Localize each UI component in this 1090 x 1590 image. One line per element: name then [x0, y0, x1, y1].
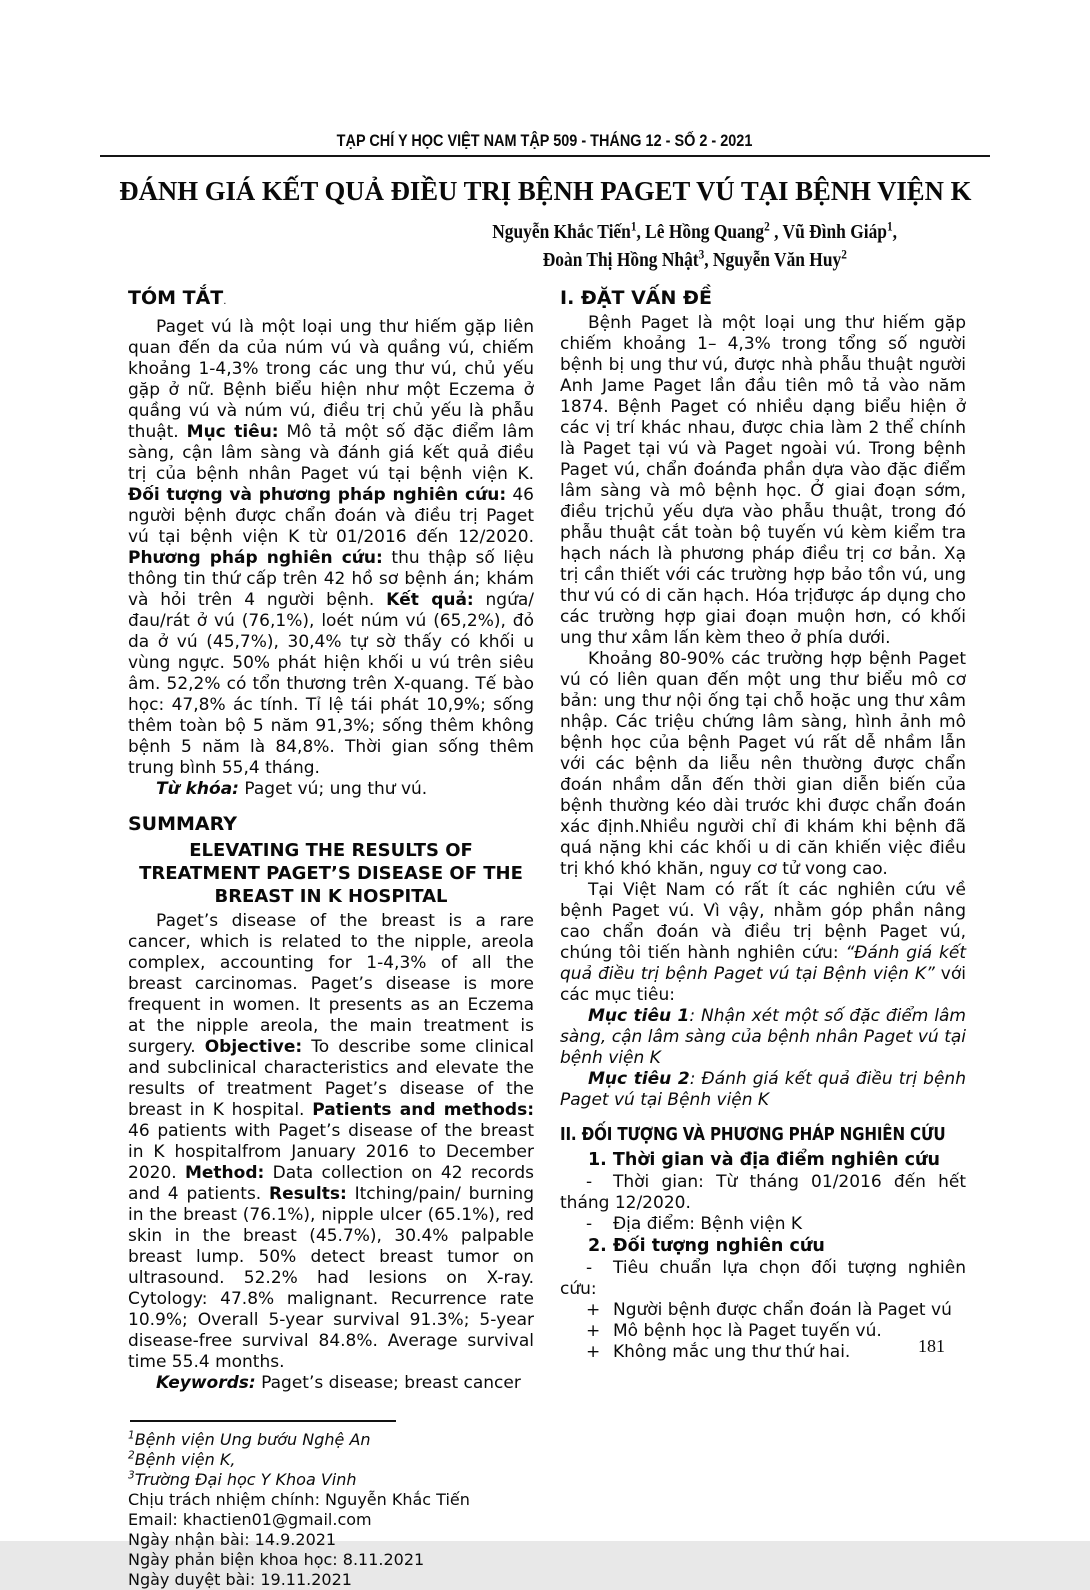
text-run: Paget vú; ung thư vú.: [238, 779, 428, 799]
text-run: Mô bệnh học là Paget tuyến vú.: [613, 1321, 882, 1341]
text-run: Mục tiêu:: [186, 422, 279, 442]
text-run: Itching/pain/ burning in the breast (76.1%), nipple ulcer (65.1%), red skin in the breast (45.7%), 30.4% palpable breast lump. 50% detect breast tumor on ultrasound. 52.2% had lesions on X-ray. Cytology: 47.8% malignant. Recurrence rate 10.9%; Overall 5-year survival 91.3%; 5-year disease-free survival 84.8%. Average survival time 55.4 months.: [128, 1184, 534, 1372]
text-run: : Nhận xét một số đặc điểm lâm sàng, cận lâm sàng của bệnh nhân Paget vú tại bệnh viện K: [560, 1006, 966, 1068]
header-rule: [100, 155, 990, 157]
text-run: , Vũ Đình Giáp: [770, 221, 888, 243]
text-run: , Lê Hồng Quang: [636, 221, 765, 243]
text-run: ,: [893, 221, 898, 243]
text-run: Phương pháp nghiên cứu:: [128, 548, 383, 568]
text-run: 1. Thời gian và địa điểm nghiên cứu: [588, 1150, 940, 1170]
text-run: Mục tiêu 1: [588, 1006, 690, 1026]
list-marker: +: [586, 1342, 601, 1362]
criteria-plus-2: [560, 1321, 966, 1342]
text-run: với các mục tiêu:: [560, 964, 966, 1005]
list-marker: +: [586, 1300, 601, 1320]
text-run: Chịu trách nhiệm chính: Nguyễn Khắc Tiến: [128, 1490, 470, 1509]
text-run: Objective:: [204, 1037, 303, 1057]
summary-heading: [128, 812, 534, 836]
text-run: ngứa/đau/rát ở vú (76,1%), loét núm vú (65,2%), đỏ da ở vú (45,7%), 30,4% tự sờ thấy có khối u vùng ngực. 50% phát hiện khối u vú trên siêu âm. 52,2% có tổn thương trên X-quang. Tế bào học: 47,8% ác tính. Tỉ lệ tái phát 10,9%; sống thêm toàn bộ 5 năm 91,3%; sống thêm không bệnh 5 năm là 84,8%. Thời gian sống thêm trung bình 55,4 tháng.: [128, 590, 534, 778]
text-run: Đối tượng và phương pháp nghiên cứu:: [128, 485, 507, 505]
text-run: Bệnh viện K,: [134, 1450, 236, 1469]
text-run: Tiêu chuẩn lựa chọn đối tượng nghiên cứu:: [560, 1258, 966, 1299]
intro-p1: [560, 313, 966, 649]
objective-2: [560, 1069, 966, 1111]
text-run: 1: [631, 218, 637, 234]
section-1-heading: [560, 286, 966, 310]
text-run: Địa điểm: Bệnh viện K: [613, 1214, 803, 1234]
text-run: Từ khóa:: [156, 779, 239, 799]
list-marker: -: [586, 1258, 593, 1278]
page-number: 181: [918, 1336, 945, 1356]
subsection-1-heading: [560, 1150, 966, 1171]
text-run: Bệnh Paget là một loại ung thư hiếm gặp chiếm khoảng 1– 4,3% trong tổng số người bệnh bị ung thư vú, được nhà phẫu thuật người Anh Jame Paget lần đầu tiên mô tả vào năm 1874. Bệnh Paget có nhiều dạng biểu hiện ở các vị trí khác nhau, được chia làm 2 thể chính là Paget tại vú và Paget ngoài vú. Trong bệnh Paget vú, chẩn đoánđa phần dựa vào đặc điểm lâm sàng và mô bệnh học. Ở giai đoạn sớm, điều trịchủ yếu dựa vào phẫu thuật, trong đó phẫu thuật cắt toàn bộ tuyến vú kèm kiểm tra hạch nách là phương pháp điều trị cơ bản. Xạ trị cần thiết với các trường hợp bảo tồn vú, ung thư vú có di căn hạch. Hóa trịđược áp dụng cho các trường hợp giai đoạn muộn hơn, có khối ung thư xâm lấn kèm theo ở phía dưới.: [560, 313, 966, 648]
text-run: Trường Đại học Y Khoa Vinh: [134, 1470, 357, 1489]
left-column: [128, 286, 534, 1590]
text-run: Ngày duyệt bài: 19.11.2021: [128, 1570, 352, 1589]
text-run: 3: [128, 1469, 135, 1482]
criteria-plus-1: [560, 1300, 966, 1321]
reviewed-date: [128, 1550, 534, 1570]
text-run: Kết quả:: [386, 590, 474, 610]
subsection-2-heading: [560, 1236, 966, 1257]
text-run: 46 người bệnh được chẩn đoán và điều trị Paget vú tại bệnh viện K từ 01/2016 đến 12/2020.: [128, 485, 534, 547]
corresponding-author: [128, 1490, 534, 1510]
received-date: [128, 1530, 534, 1550]
text-run: , Nguyễn Văn Huy: [704, 249, 842, 271]
left-column-blocks: [128, 286, 534, 1394]
text-run: II. ĐỐI TƯỢNG VÀ PHƯƠNG PHÁP NGHIÊN CỨU: [560, 1124, 946, 1145]
text-run: 46 patients with Paget’s disease of the breast in K hospitalfrom January 2016 to December 2020.: [128, 1121, 534, 1183]
list-marker: -: [586, 1214, 593, 1234]
text-run: Người bệnh được chẩn đoán là Paget vú: [613, 1300, 952, 1320]
text-run: Paget’s disease of the breast is a rare cancer, which is related to the nipple, areola complex, accounting for 1-4,3% of all the breast carcinomas. Paget’s disease is more frequent in women. It presents as an Eczema at the nipple areola, the main treatment is surgery.: [128, 911, 534, 1057]
right-column-blocks: [560, 286, 966, 1363]
author-line-1: [400, 218, 990, 246]
text-run: .: [223, 296, 227, 307]
text-run: thu thập số liệu thông tin thứ cấp trên 42 hồ sơ bệnh án; khám và hỏi trên 4 người bệnh.: [128, 548, 534, 610]
intro-p2: [560, 649, 966, 880]
text-run: Email: khactien01@gmail.com: [128, 1510, 372, 1529]
author-line-2: [400, 246, 990, 274]
text-run: SUMMARY: [128, 813, 237, 835]
list-marker: -: [586, 1172, 593, 1192]
affiliation-2: [128, 1450, 534, 1470]
text-run: 2: [128, 1449, 135, 1462]
text-run: ELEVATING THE RESULTS OF TREATMENT PAGET’S DISEASE OF THE BREAST IN K HOSPITAL: [139, 840, 523, 907]
place-item: [560, 1214, 966, 1235]
text-run: Data collection on 42 records and 4 patients.: [128, 1163, 534, 1204]
text-run: Khoảng 80-90% các trường hợp bệnh Paget vú có liên quan đến một ung thư biểu mô cơ bản: ung thư nội ống tại chỗ hoặc ung thư xâm nhập. Các triệu chứng lâm sàng, hình ảnh mô bệnh học của bệnh Paget vú rất dễ nhầm lẫn với các bệnh da liễu nên thường được chẩn đoán nhầm dẫn đến thời gian diễn biến của bệnh thường kéo dài trước khi được chẩn đoán xác định.Nhiều người chỉ đi khám khi bệnh đã quá nặng khi các khối u di căn khiến việc điều trị khó khó khăn, nguy cơ tử vong cao.: [560, 649, 966, 879]
text-run: To describe some clinical and subclinical characteristics and elevate the results of treatment Paget’s disease of the breast in K hospital.: [128, 1037, 535, 1120]
text-run: Thời gian: Từ tháng 01/2016 đến hết tháng 12/2020.: [560, 1172, 966, 1213]
affiliation-1: [128, 1430, 534, 1450]
text-run: Paget vú là một loại ung thư hiếm gặp liên quan đến da của núm vú và quầng vú, chiếm khoảng 1-4,3% trong các ung thư vú, chủ yếu gặp ở nữ. Bệnh biểu hiện như một Eczema ở quầng vú và núm vú, điều trị chủ yếu là phẫu thuật.: [128, 317, 534, 442]
text-run: TÓM TẮT: [128, 287, 224, 309]
criteria-plus-3: [560, 1342, 966, 1363]
text-run: Ngày nhận bài: 14.9.2021: [128, 1530, 337, 1549]
text-run: Mục tiêu 2: [588, 1069, 690, 1089]
section-2-heading: [560, 1123, 946, 1147]
text-run: 2: [841, 246, 848, 262]
text-run: Method:: [184, 1163, 265, 1183]
text-run: 2: [764, 218, 771, 234]
journal-header-text: TẠP CHÍ Y HỌC VIỆT NAM TẬP 509 - THÁNG 12 - SỐ 2 - 2021: [337, 131, 753, 150]
article-title: [100, 176, 990, 206]
affiliation-3: [128, 1470, 534, 1490]
text-run: “Đánh giá kết quả điều trị bệnh Paget vú tại Bệnh viện K”: [560, 943, 966, 984]
accepted-date: [128, 1570, 534, 1590]
text-run: Tại Việt Nam có rất ít các nghiên cứu về bệnh Paget vú. Vì vậy, nhằm góp phần nâng cao chẩn đoán và điều trị bệnh Paget vú, chúng tôi tiến hành nghiên cứu:: [560, 880, 966, 963]
text-run: 2. Đối tượng nghiên cứu: [588, 1236, 825, 1256]
text-run: Keywords:: [156, 1373, 256, 1393]
right-column: [560, 286, 966, 1363]
footnote-separator: [130, 1420, 396, 1422]
text-run: Patients and methods:: [312, 1100, 534, 1120]
keywords-en: [128, 1373, 534, 1394]
journal-header: [100, 131, 990, 151]
objective-1: [560, 1006, 966, 1069]
abstract-en: [128, 911, 534, 1373]
text-run: I. ĐẶT VẤN ĐỀ: [560, 287, 712, 309]
abstract-vi: [128, 317, 534, 779]
article-title-text: ĐÁNH GIÁ KẾT QUẢ ĐIỀU TRỊ BỆNH PAGET VÚ TẠI BỆNH VIỆN K: [118, 176, 972, 206]
text-run: Không mắc ung thư thứ hai.: [613, 1342, 851, 1362]
keywords-vi: [128, 779, 534, 800]
criteria-item: [560, 1258, 966, 1300]
summary-title: [128, 839, 534, 908]
text-run: Bệnh viện Ung bướu Nghệ An: [134, 1430, 371, 1449]
tom-tat-heading: [128, 286, 534, 314]
email: [128, 1510, 534, 1530]
text-run: : Đánh giá kết quả điều trị bệnh Paget vú tại Bệnh viện K: [560, 1069, 966, 1110]
text-run: 1: [128, 1429, 135, 1442]
text-run: Results:: [269, 1184, 347, 1204]
text-run: Nguyễn Khắc Tiến: [492, 221, 632, 243]
authors-block: [400, 218, 990, 274]
footnotes: [128, 1430, 534, 1590]
text-run: 3: [698, 246, 705, 262]
text-run: Mô tả một số đặc điểm lâm sàng, cận lâm sàng và đánh giá kết quả điều trị của bệnh nhân Paget vú tại bệnh viện K.: [128, 422, 535, 484]
text-run: Paget’s disease; breast cancer: [255, 1373, 521, 1393]
text-run: Ngày phản biện khoa học: 8.11.2021: [128, 1550, 425, 1569]
time-item: [560, 1172, 966, 1214]
text-run: 1: [887, 218, 894, 234]
text-run: Đoàn Thị Hồng Nhật: [542, 249, 699, 271]
intro-p3: [560, 880, 966, 1006]
list-marker: +: [586, 1321, 601, 1341]
